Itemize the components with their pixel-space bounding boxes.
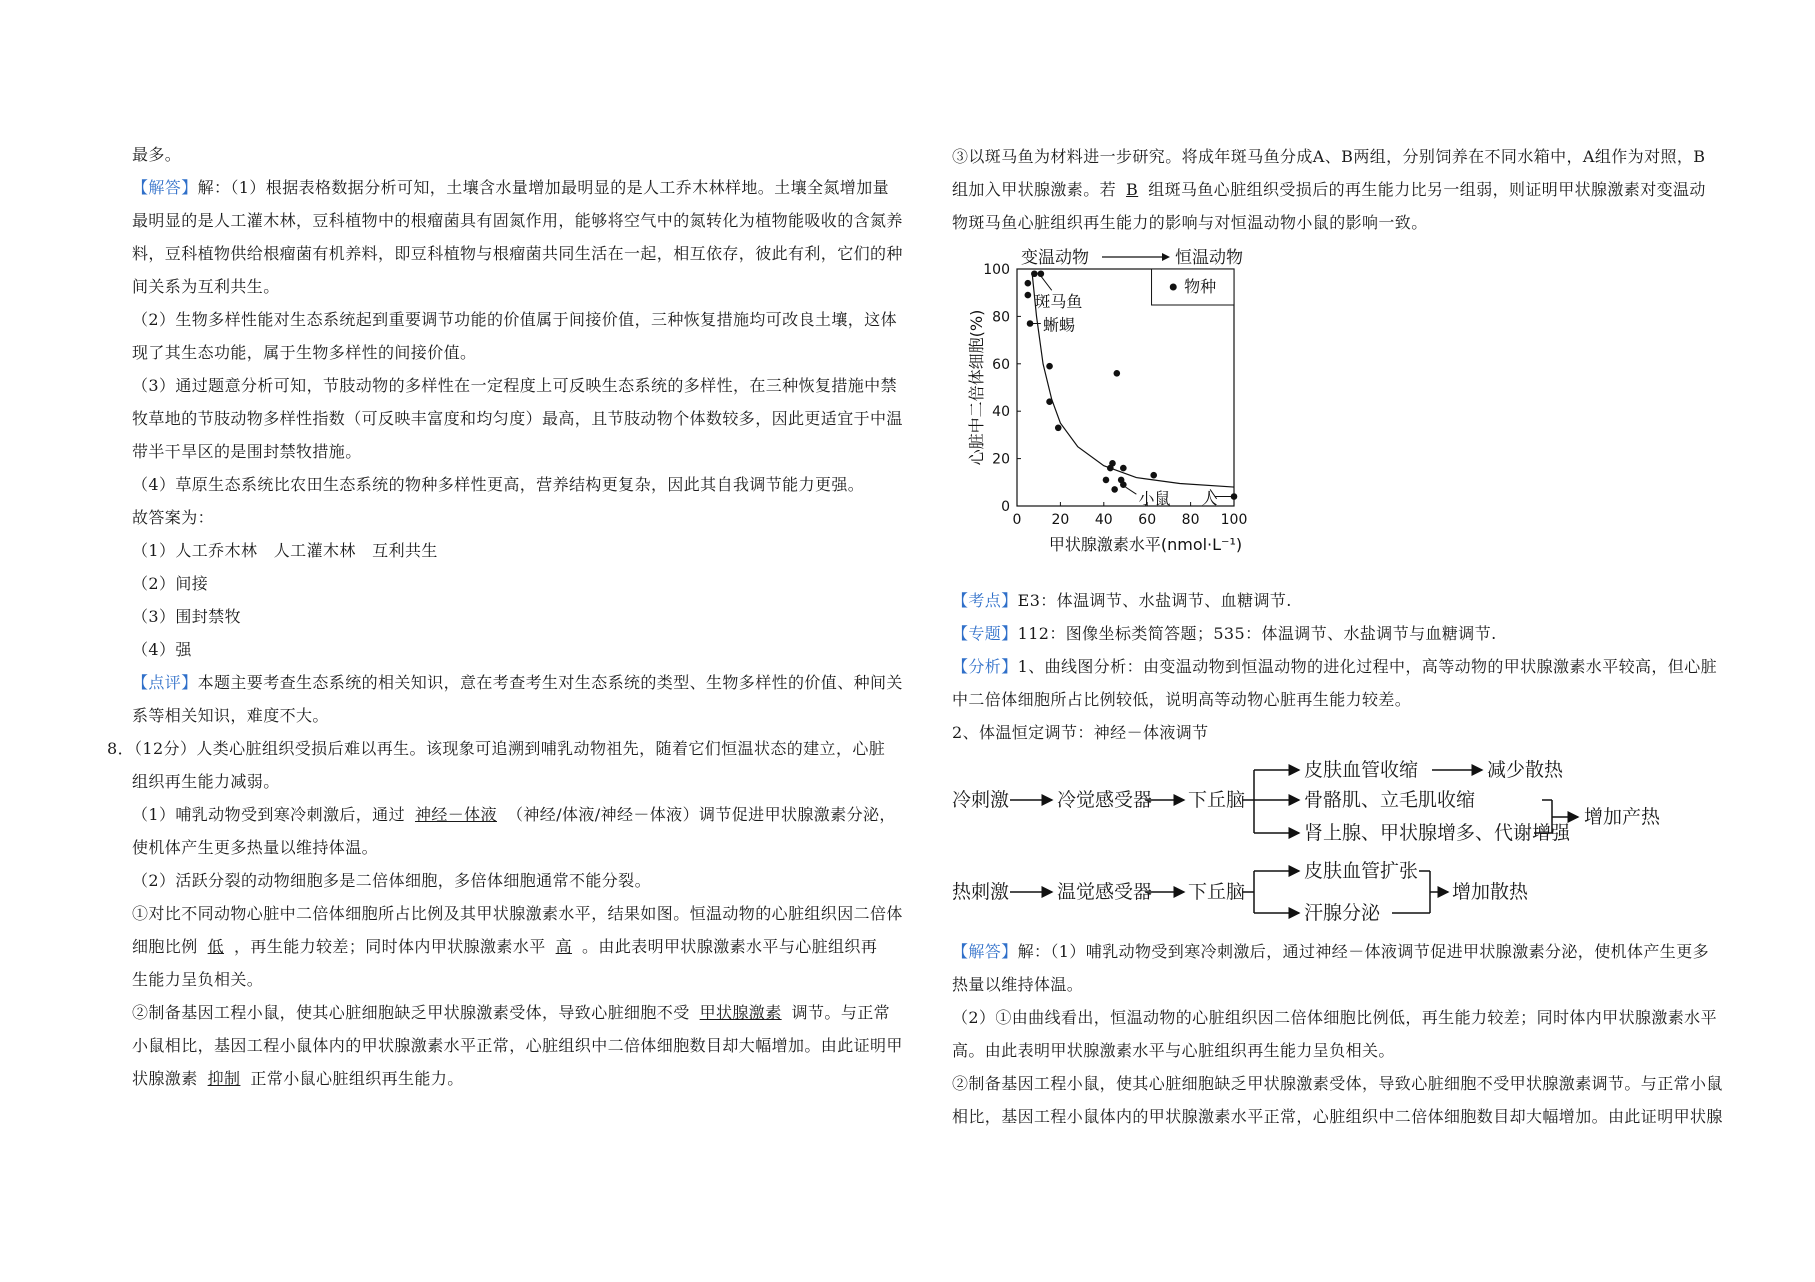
y-tick-label: 0 xyxy=(1001,499,1010,515)
flow-skin-dilate: 皮肤血管扩张 xyxy=(1304,860,1419,882)
flow-adrenal: 肾上腺、甲状腺增多、代谢增强 xyxy=(1304,822,1571,844)
text-line xyxy=(132,996,907,1029)
text-line xyxy=(132,1062,907,1095)
flow-heat-stimulus: 热刺激 xyxy=(952,881,1010,903)
annotation-lizard: 蜥蜴 xyxy=(1043,315,1076,335)
text-line: 高。由此表明甲状腺激素水平与心脏组织再生能力呈负相关。 xyxy=(952,1041,1395,1060)
text-span: 调节。与正常 xyxy=(791,1003,891,1022)
zhuanti-tag: 【专题】 xyxy=(952,624,1018,643)
chart-svg xyxy=(952,239,1282,584)
text-line: （4）草原生态系统比农田生态系统的物种多样性更高，营养结构更复杂，因此其自我调节能力更强。 xyxy=(132,475,865,494)
flow-skin-constrict: 皮肤血管收缩 xyxy=(1304,759,1419,781)
x-tick-label: 100 xyxy=(1220,512,1248,528)
y-tick-label: 100 xyxy=(983,262,1010,278)
label-endotherm: 恒温动物 xyxy=(1175,248,1243,268)
answer-blank: 神经－体液 xyxy=(414,805,497,824)
text-line: （2）活跃分裂的动物细胞多是二倍体细胞，多倍体细胞通常不能分裂。 xyxy=(132,871,651,890)
flow-reduce-heat-loss: 减少散热 xyxy=(1487,759,1564,781)
text-line: 使机体产生更多热量以维持体温。 xyxy=(132,838,379,857)
text-span: 组加入甲状腺激素。若 xyxy=(952,180,1117,199)
answer-blank: 甲状腺激素 xyxy=(699,1003,782,1022)
x-tick-label: 20 xyxy=(1051,512,1070,528)
text-line: （1）人工乔木林 人工灌木林 互利共生 xyxy=(132,541,438,560)
text-line: ③以斑马鱼为材料进一步研究。将成年斑马鱼分成A、B两组，分别饲养在不同水箱中，A组作为对照，B xyxy=(952,147,1706,166)
text-line: 组织再生能力减弱。 xyxy=(132,772,280,791)
annotation-leader xyxy=(1041,276,1052,290)
y-tick-label: 40 xyxy=(992,404,1010,421)
text-span: 细胞比例 xyxy=(132,937,198,956)
text-line: 牧草地的节肢动物多样性指数（可反映丰富度和均匀度）最高，且节肢动物个体数较多，因此更适宜于中温 xyxy=(132,409,903,428)
evolution-arrow-head xyxy=(1162,253,1170,261)
text-span: E3：体温调节、水盐调节、血糖调节. xyxy=(1017,591,1292,610)
jieda-tag-2: 【解答】 xyxy=(952,942,1018,961)
flow-hypothalamus: 下丘脑 xyxy=(1188,789,1246,811)
data-point xyxy=(1111,486,1118,493)
jieda-tag: 【解答】 xyxy=(132,178,198,197)
question-8-heading: 8．（12分）人类心脏组织受损后难以再生。该现象可追溯到哺乳动物祖先，随着它们恒温状态的建立，心脏 xyxy=(107,739,886,758)
data-point xyxy=(1150,472,1157,479)
text-span: 状腺激素 xyxy=(132,1069,198,1088)
annotation-mouse: 小鼠 xyxy=(1138,489,1171,508)
fenxi-tag: 【分析】 xyxy=(952,657,1018,676)
text-span: 112：图像坐标类简答题；535：体温调节、水盐调节与血糖调节. xyxy=(1017,624,1497,643)
text-line xyxy=(952,617,1722,650)
text-line: 现了其生态功能，属于生物多样性的间接价值。 xyxy=(132,343,477,362)
text-line xyxy=(952,935,1722,968)
y-tick-label: 80 xyxy=(992,309,1010,326)
text-line: （3）通过题意分析可知，节肢动物的多样性在一定程度上可反映生态系统的多样性，在三种恢复措施中禁 xyxy=(132,376,897,395)
text-line xyxy=(132,171,907,204)
text-line: ①对比不同动物心脏中二倍体细胞所占比例及其甲状腺激素水平，结果如图。恒温动物的心脏组织因二倍体 xyxy=(132,904,903,923)
data-point xyxy=(1025,292,1032,299)
dianping-tag: 【点评】 xyxy=(132,673,198,692)
data-point xyxy=(1046,398,1053,405)
legend-marker xyxy=(1170,284,1177,291)
y-tick-label: 60 xyxy=(992,356,1010,373)
text-line: （3）围封禁牧 xyxy=(132,607,241,626)
text-line: 相比，基因工程小鼠体内的甲状腺激素水平正常，心脏组织中二倍体细胞数目却大幅增加。由此证明甲状腺 xyxy=(952,1107,1723,1126)
data-point xyxy=(1025,280,1032,287)
data-point xyxy=(1038,270,1045,277)
text-line: 热量以维持体温。 xyxy=(952,975,1084,994)
text-line xyxy=(132,798,907,831)
data-point xyxy=(1055,424,1062,431)
text-span: 1、曲线图分析：由变温动物到恒温动物的进化过程中，高等动物的甲状腺激素水平较高，但心脏 xyxy=(1017,657,1717,676)
text-line: 最多。 xyxy=(132,145,182,164)
text-line: 中二倍体细胞所占比例较低，说明高等动物心脏再生能力较差。 xyxy=(952,690,1412,709)
x-tick-label: 80 xyxy=(1181,512,1200,528)
x-tick-label: 40 xyxy=(1094,512,1113,528)
data-point xyxy=(1046,363,1053,370)
text-line xyxy=(952,173,1722,206)
flow-warm-receptor: 温觉感受器 xyxy=(1057,881,1153,903)
data-point xyxy=(1120,465,1127,472)
text-line: ②制备基因工程小鼠，使其心脏细胞缺乏甲状腺激素受体，导致心脏细胞不受甲状腺激素调节。与正常小鼠 xyxy=(952,1074,1723,1093)
flow-sweat: 汗腺分泌 xyxy=(1304,902,1381,924)
text-span: ②制备基因工程小鼠，使其心脏细胞缺乏甲状腺激素受体，导致心脏细胞不受 xyxy=(132,1003,690,1022)
text-line: 生能力呈负相关。 xyxy=(132,970,264,989)
x-axis-label: 甲状腺激素水平(nmol·L⁻¹) xyxy=(1048,535,1243,554)
text-line: （2）①由曲线看出，恒温动物的心脏组织因二倍体细胞比例低，再生能力较差；同时体内甲状腺激素水平 xyxy=(952,1008,1717,1027)
thermoregulation-diagram xyxy=(952,749,1722,929)
text-span: 组斑马鱼心脏组织受损后的再生能力比另一组弱，则证明甲状腺激素对变温动 xyxy=(1148,180,1706,199)
text-span: 解：（1）哺乳动物受到寒冷刺激后，通过神经－体液调节促进甲状腺激素分泌，使机体产生更多 xyxy=(1017,942,1709,961)
annotation-human: 人 xyxy=(1201,489,1218,508)
answer-blank: 高 xyxy=(555,937,573,956)
text-line: 故答案为： xyxy=(132,508,215,527)
text-line: 小鼠相比，基因工程小鼠体内的甲状腺激素水平正常，心脏组织中二倍体细胞数目却大幅增加。由此证明甲 xyxy=(132,1036,903,1055)
kaodian-tag: 【考点】 xyxy=(952,591,1018,610)
data-point xyxy=(1103,477,1110,484)
text-line: 最明显的是人工灌木林，豆科植物中的根瘤菌具有固氮作用，能够将空气中的氮转化为植物能吸收的含氮养 xyxy=(132,211,903,230)
left-column xyxy=(107,138,907,1095)
text-line: 带半干旱区的是围封禁牧措施。 xyxy=(132,442,362,461)
scatter-chart xyxy=(952,239,1272,584)
text-line xyxy=(952,650,1722,683)
x-tick-label: 0 xyxy=(1012,512,1022,528)
text-span: 正常小鼠心脏组织再生能力。 xyxy=(250,1069,464,1088)
data-point xyxy=(1114,370,1121,377)
text-span: 解：（1）根据表格数据分析可知，土壤含水量增加最明显的是人工乔木林样地。土壤全氮增加量 xyxy=(197,178,889,197)
text-line xyxy=(952,584,1722,617)
answer-blank: B xyxy=(1126,180,1139,199)
text-span: 。由此表明甲状腺激素水平与心脏组织再 xyxy=(582,937,878,956)
right-column xyxy=(952,140,1722,1133)
answer-blank: 抑制 xyxy=(207,1069,241,1088)
annotation-leader xyxy=(1126,487,1137,494)
text-line: 间关系为互利共生。 xyxy=(132,277,280,296)
text-line xyxy=(132,930,907,963)
text-span: 本题主要考查生态系统的相关知识，意在考查考生对生态系统的类型、生物多样性的价值、种间关 xyxy=(197,673,903,692)
answer-blank: 低 xyxy=(207,937,225,956)
legend-label: 物种 xyxy=(1184,277,1217,296)
flow-increase-heat-prod: 增加产热 xyxy=(1584,806,1661,828)
annotation-zebrafish: 斑马鱼 xyxy=(1034,291,1083,311)
flow-cold-receptor: 冷觉感受器 xyxy=(1057,789,1153,811)
text-span: ，再生能力较差；同时体内甲状腺激素水平 xyxy=(234,937,546,956)
flow-increase-heat-loss: 增加散热 xyxy=(1452,881,1529,903)
text-line: 物斑马鱼心脏组织再生能力的影响与对恒温动物小鼠的影响一致。 xyxy=(952,213,1428,232)
text-line: 料，豆科植物供给根瘤菌有机养料，即豆科植物与根瘤菌共同生活在一起，相互依存，彼此有利，它们的种 xyxy=(132,244,903,263)
text-span: （神经/体液/神经－体液）调节促进甲状腺激素分泌， xyxy=(507,805,896,824)
text-line: 系等相关知识，难度不大。 xyxy=(132,706,329,725)
flow-cold-stimulus: 冷刺激 xyxy=(952,789,1010,811)
data-point xyxy=(1107,465,1114,472)
y-tick-label: 20 xyxy=(992,451,1010,468)
y-axis-label: 心脏中二倍体细胞(%) xyxy=(967,309,986,466)
flow-hypothalamus-2: 下丘脑 xyxy=(1188,881,1246,903)
text-line: （2）生物多样性能对生态系统起到重要调节功能的价值属于间接价值，三种恢复措施均可改良土壤，这体 xyxy=(132,310,897,329)
label-ectotherm: 变温动物 xyxy=(1021,248,1089,268)
text-line: （2）间接 xyxy=(132,574,209,593)
x-tick-label: 60 xyxy=(1138,512,1157,528)
text-line xyxy=(132,666,907,699)
data-point xyxy=(1031,270,1038,277)
flow-muscle: 骨骼肌、立毛肌收缩 xyxy=(1304,789,1476,811)
text-line: （4）强 xyxy=(132,640,192,659)
text-span: （1）哺乳动物受到寒冷刺激后，通过 xyxy=(132,805,405,824)
text-line: 2、体温恒定调节：神经－体液调节 xyxy=(952,723,1209,742)
